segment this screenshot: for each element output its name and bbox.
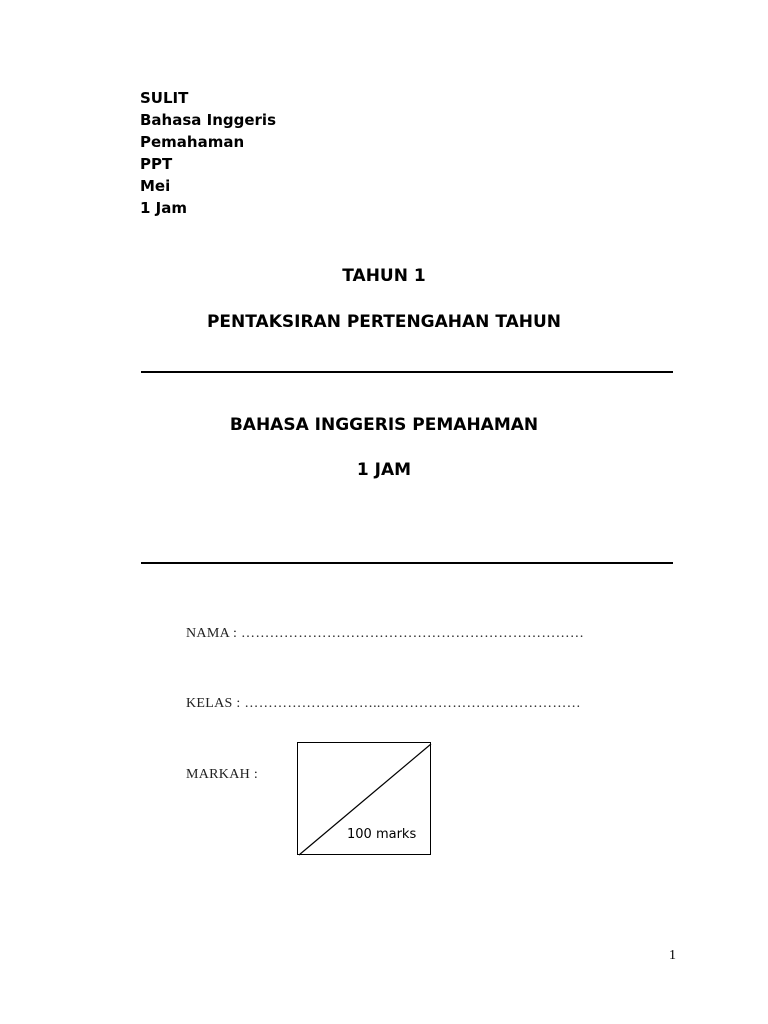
class-label: KELAS : (186, 696, 241, 711)
year-title: TAHUN 1 (342, 266, 426, 286)
name-dotted-line[interactable]: ……………………………………………………………… (241, 626, 585, 641)
marks-box[interactable] (297, 742, 431, 855)
class-dotted-line[interactable]: ………………………..…………………………………… (244, 696, 581, 711)
bottom-divider (141, 562, 673, 564)
duration-title: 1 JAM (356, 460, 412, 480)
marks-field (186, 767, 258, 783)
assessment-title: PENTAKSIRAN PERTENGAHAN TAHUN (206, 312, 562, 332)
marks-label: MARKAH : (186, 767, 259, 782)
subject-title: BAHASA INGGERIS PEMAHAMAN (229, 415, 539, 435)
name-field[interactable] (186, 626, 584, 642)
class-field[interactable] (186, 696, 581, 712)
header-block (140, 87, 276, 219)
header-duration: 1 Jam (140, 199, 187, 217)
header-month: Mei (140, 177, 171, 195)
header-component: Pemahaman (140, 133, 245, 151)
total-marks-label: 100 marks (347, 827, 417, 842)
name-label: NAMA : (186, 626, 238, 641)
page-number: 1 (669, 948, 676, 963)
header-exam-code: PPT (140, 155, 173, 173)
header-subject: Bahasa Inggeris (140, 111, 277, 129)
header-sulit: SULIT (140, 89, 189, 107)
top-divider (141, 371, 673, 373)
